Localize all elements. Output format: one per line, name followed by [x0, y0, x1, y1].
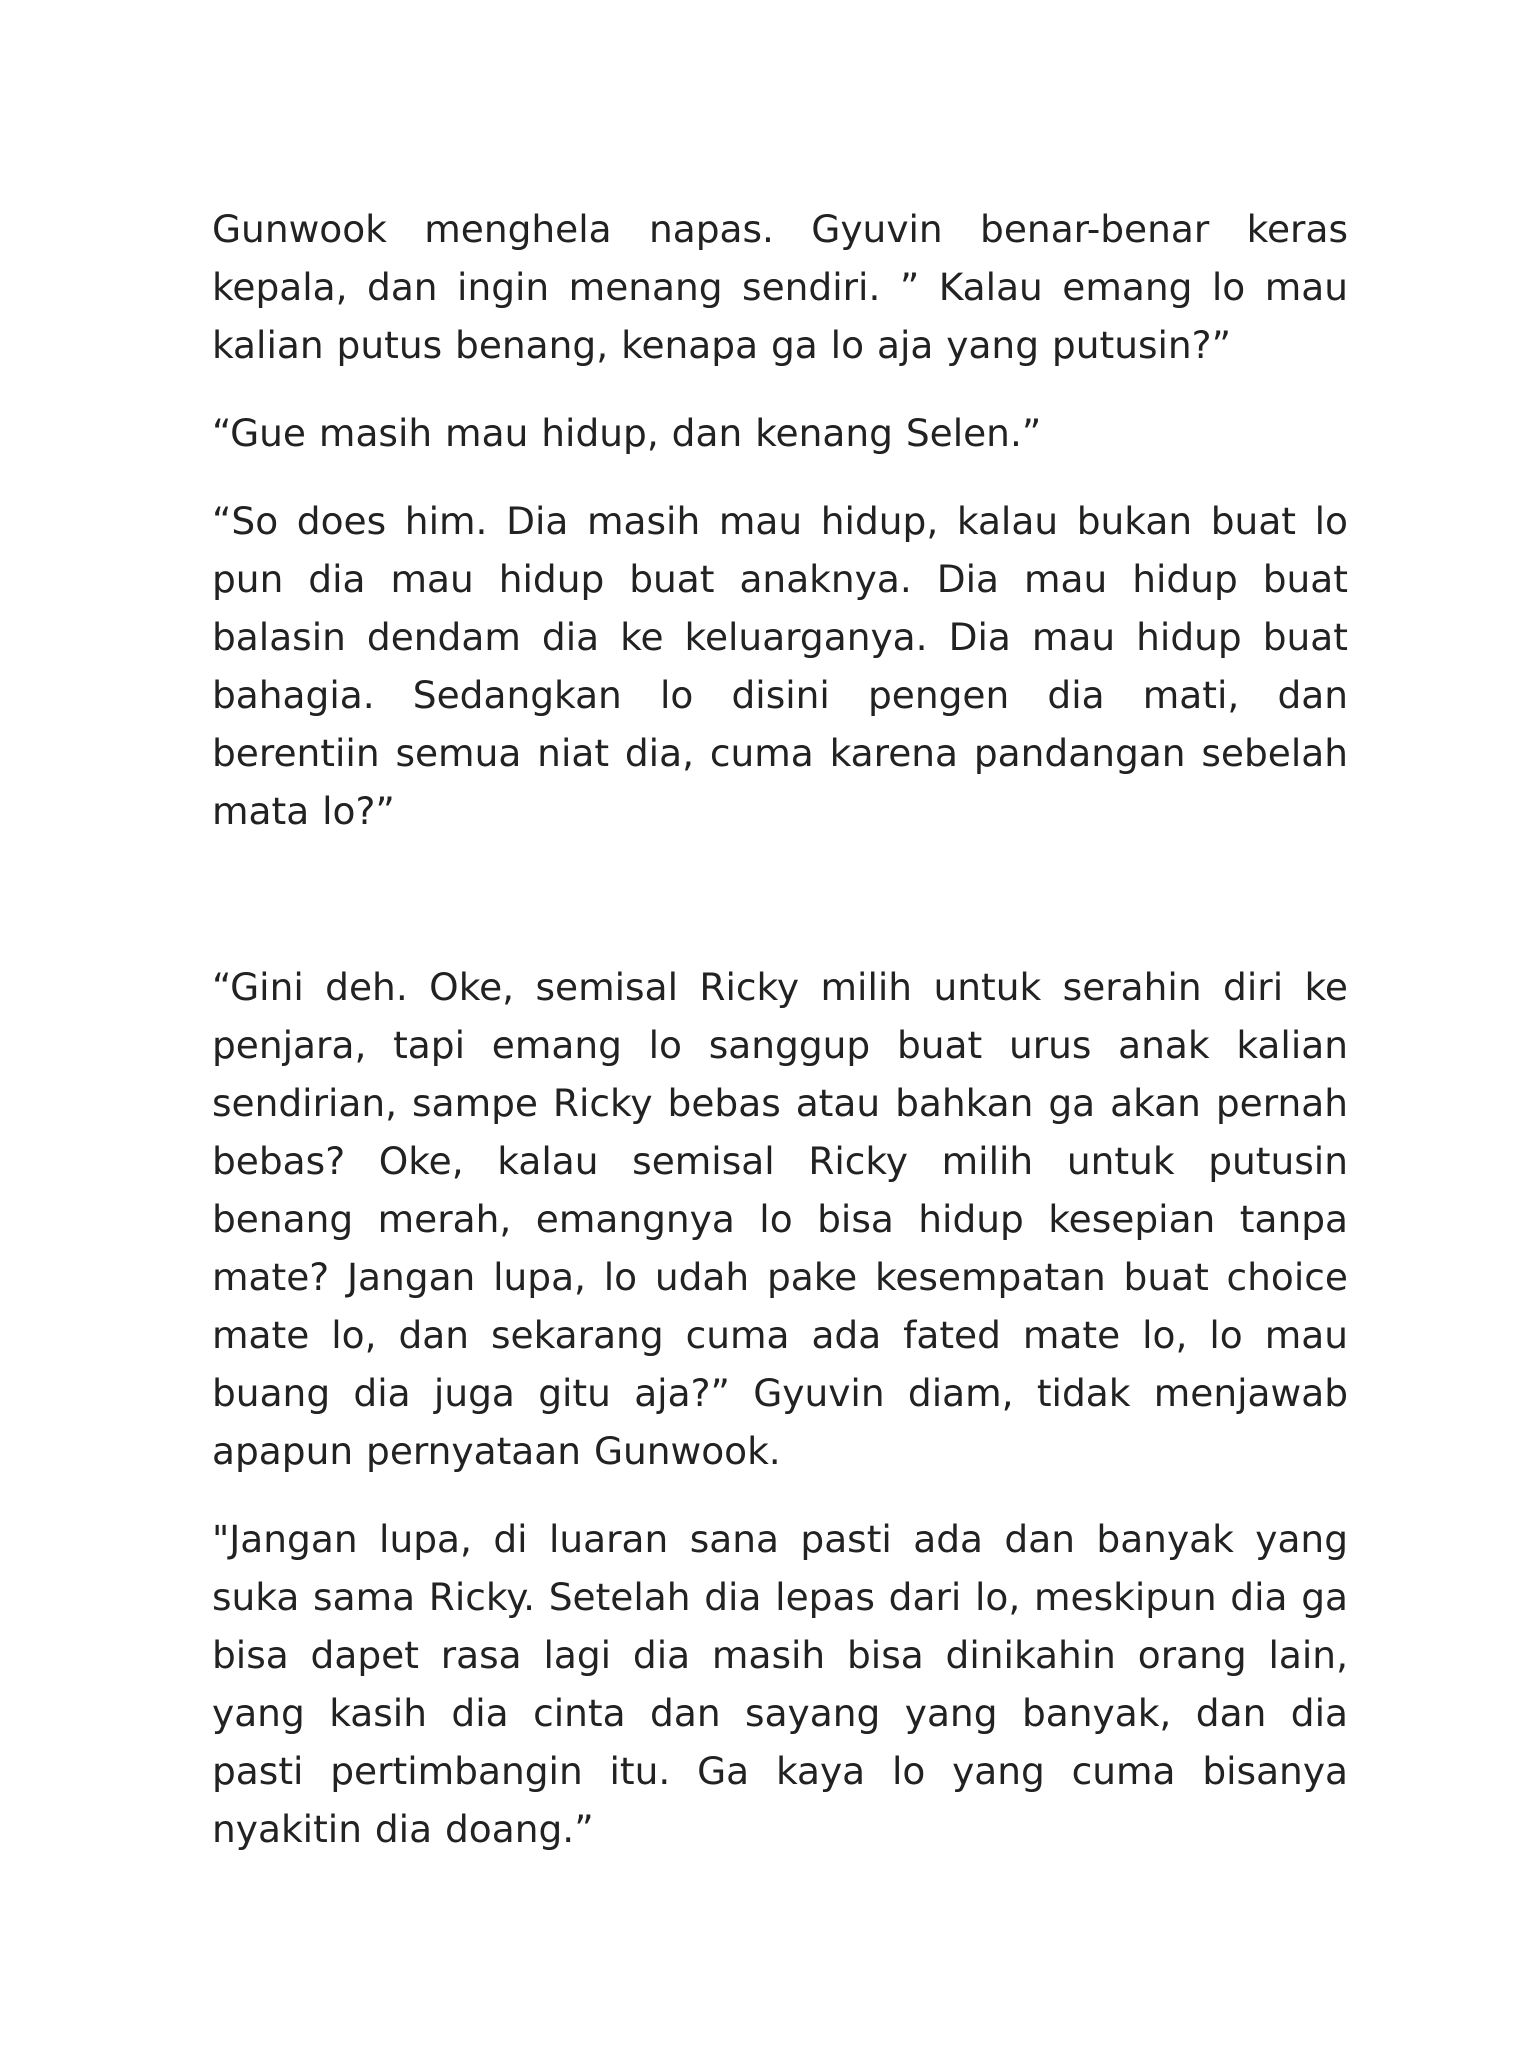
paragraph-3: “So does him. Dia masih mau hidup, kalau bukan buat lo pun dia mau hidup buat anaknya. Dia mau hidup buat balasin dendam dia ke keluarganya. Dia mau hidup buat bahagia. Sedangkan lo disini pengen dia mati, dan berentiin semua niat dia, cuma karena pandangan sebelah mata lo?” [212, 499, 1348, 833]
section-spacer [212, 870, 1348, 958]
paragraph-4: “Gini deh. Oke, semisal Ricky milih untuk serahin diri ke penjara, tapi emang lo sanggup buat urus anak kalian sendirian, sampe Ricky bebas atau bahkan ga akan pernah bebas? Oke, kalau semisal Ricky milih untuk putusin benang merah, emangnya lo bisa hidup kesepian tanpa mate? Jangan lupa, lo udah pake kesempatan buat choice mate lo, dan sekarang cuma ada fated mate lo, lo mau buang dia juga gitu aja?” Gyuvin diam, tidak menjawab apapun pernyataan Gunwook. [212, 965, 1348, 1473]
paragraph-2: “Gue masih mau hidup, dan kenang Selen.” [212, 411, 1042, 455]
paragraph-5: "Jangan lupa, di luaran sana pasti ada dan banyak yang suka sama Ricky. Setelah dia lepas dari lo, meskipun dia ga bisa dapet rasa lagi dia masih bisa dinikahin orang lain, yang kasih dia cinta dan sayang yang banyak, dan dia pasti pertimbangin itu. Ga kaya lo yang cuma bisanya nyakitin dia doang.” [212, 1517, 1348, 1851]
story-text [212, 200, 1348, 1888]
paragraph-1: Gunwook menghela napas. Gyuvin benar-benar keras kepala, dan ingin menang sendiri. ” Kalau emang lo mau kalian putus benang, kenapa ga lo aja yang putusin?” [212, 207, 1348, 367]
